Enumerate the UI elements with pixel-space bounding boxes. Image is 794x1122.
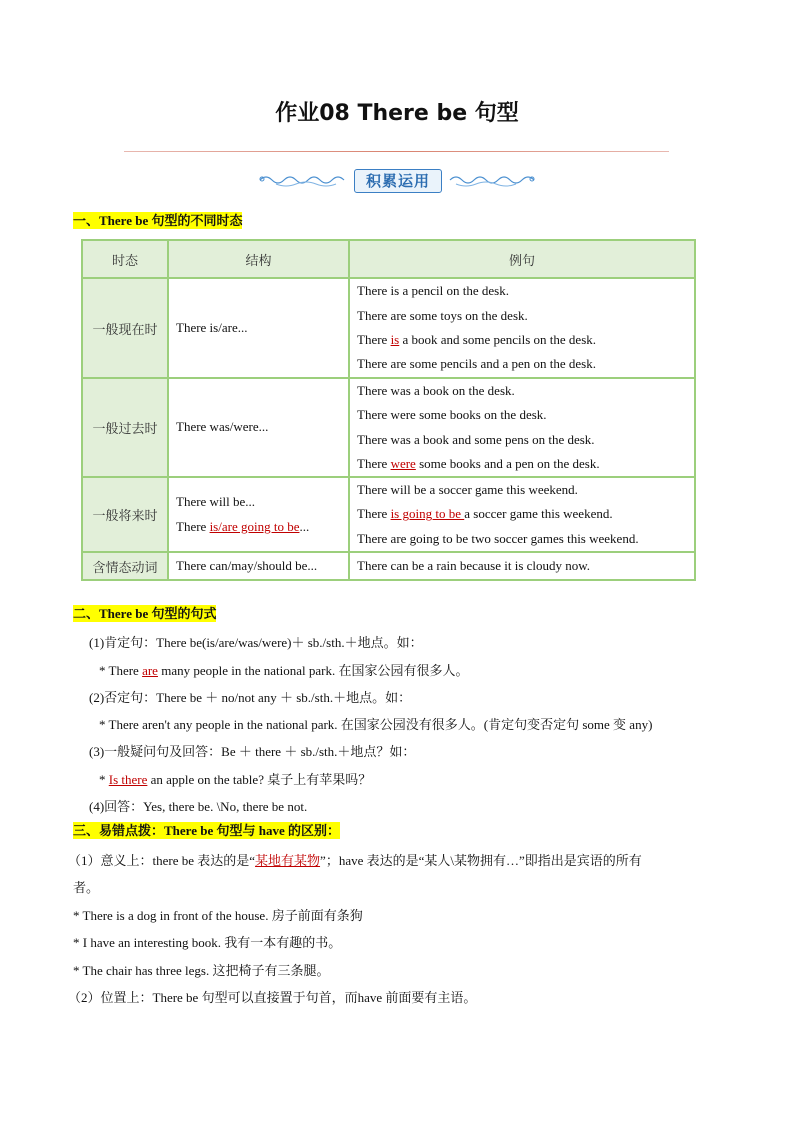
structure-cell: There is/are...: [168, 278, 349, 378]
example-sentence: There was a book on the desk.: [357, 383, 515, 398]
title-divider: [124, 151, 669, 152]
explanation-line: （1）意义上：there be 表达的是“某地有某物”；have 表达的是“某人\某物拥有…”即指出是宾语的所有: [68, 853, 642, 868]
section-banner: [256, 166, 538, 194]
structure-cell: There was/were...: [168, 378, 349, 477]
example-line: * I have an interesting book. 我有一本有趣的书。: [73, 935, 342, 950]
example-cell: [349, 378, 695, 477]
page-title: 作业08 There be 句型: [275, 101, 519, 126]
explanation-line: （2）位置上：There be 句型可以直接置于句首，而have 前面要有主语。: [68, 990, 477, 1005]
example-cell: [349, 552, 695, 580]
table-row: [82, 278, 695, 378]
table-header-row: [82, 240, 695, 278]
banner-label: 积累运用: [354, 169, 442, 193]
example-line: * Is there an apple on the table? 桌子上有苹果吗？: [99, 772, 372, 787]
example-sentence: There can be a rain because it is cloudy now.: [357, 557, 591, 573]
example-sentence: There were some books and a pen on the desk.: [357, 455, 600, 471]
table-row: [82, 552, 695, 580]
section-1-heading: 一、There be 句型的不同时态: [73, 213, 243, 228]
example-cell: [349, 278, 695, 378]
structure-cell: There can/may/should be...: [168, 552, 349, 580]
section-3-heading: 三、易错点拨：There be 句型与 have 的区别：: [73, 823, 340, 838]
pattern-line: (2)否定句：There be ＋ no/not any ＋ sb./sth.＋地点。如：: [89, 690, 412, 705]
example-line: * The chair has three legs. 这把椅子有三条腿。: [73, 963, 330, 978]
header-structure: 结构: [168, 240, 349, 278]
example-line: * There aren't any people in the national park. 在国家公园没有很多人。(肯定句变否定句 some 变 any): [99, 717, 653, 732]
example-sentence: There was a book and some pens on the desk.: [357, 431, 595, 447]
tense-cell: 一般将来时: [82, 477, 168, 552]
example-line: * There is a dog in front of the house. 房子前面有条狗: [73, 908, 363, 923]
explanation-line: 者。: [73, 880, 100, 895]
example-sentence: There is a book and some pencils on the desk.: [357, 332, 596, 347]
header-example: 例句: [349, 240, 695, 278]
tense-cell: 含情态动词: [82, 552, 168, 580]
table-row: [82, 378, 695, 477]
tense-cell: 一般过去时: [82, 378, 168, 477]
example-sentence: There will be a soccer game this weekend.: [357, 482, 578, 498]
example-cell: [349, 477, 695, 552]
example-sentence: There is a pencil on the desk.: [357, 283, 509, 299]
example-sentence: There are going to be two soccer games this weekend.: [357, 530, 639, 546]
tense-cell: 一般现在时: [82, 278, 168, 378]
example-line: * There are many people in the national park. 在国家公园有很多人。: [99, 663, 469, 678]
pattern-line: (3)一般疑问句及回答：Be ＋ there ＋ sb./sth.＋地点？如：: [89, 744, 416, 759]
structure-cell: There will be... There is/are going to be...: [168, 477, 349, 552]
tense-table: [81, 239, 696, 581]
example-sentence: There are some toys on the desk.: [357, 307, 528, 323]
section-2-heading: 二、There be 句型的句式: [73, 606, 217, 621]
pattern-line: (1)肯定句：There be(is/are/was/were)＋ sb./sth.＋地点。如：: [89, 635, 423, 650]
example-sentence: There is going to be a soccer game this weekend.: [357, 506, 613, 522]
pattern-line: (4)回答：Yes, there be. \No, there be not.: [89, 799, 308, 814]
table-row: [82, 477, 695, 552]
example-sentence: There were some books on the desk.: [357, 407, 547, 423]
header-tense: 时态: [82, 240, 168, 278]
example-sentence: There are some pencils and a pen on the desk.: [357, 356, 596, 372]
